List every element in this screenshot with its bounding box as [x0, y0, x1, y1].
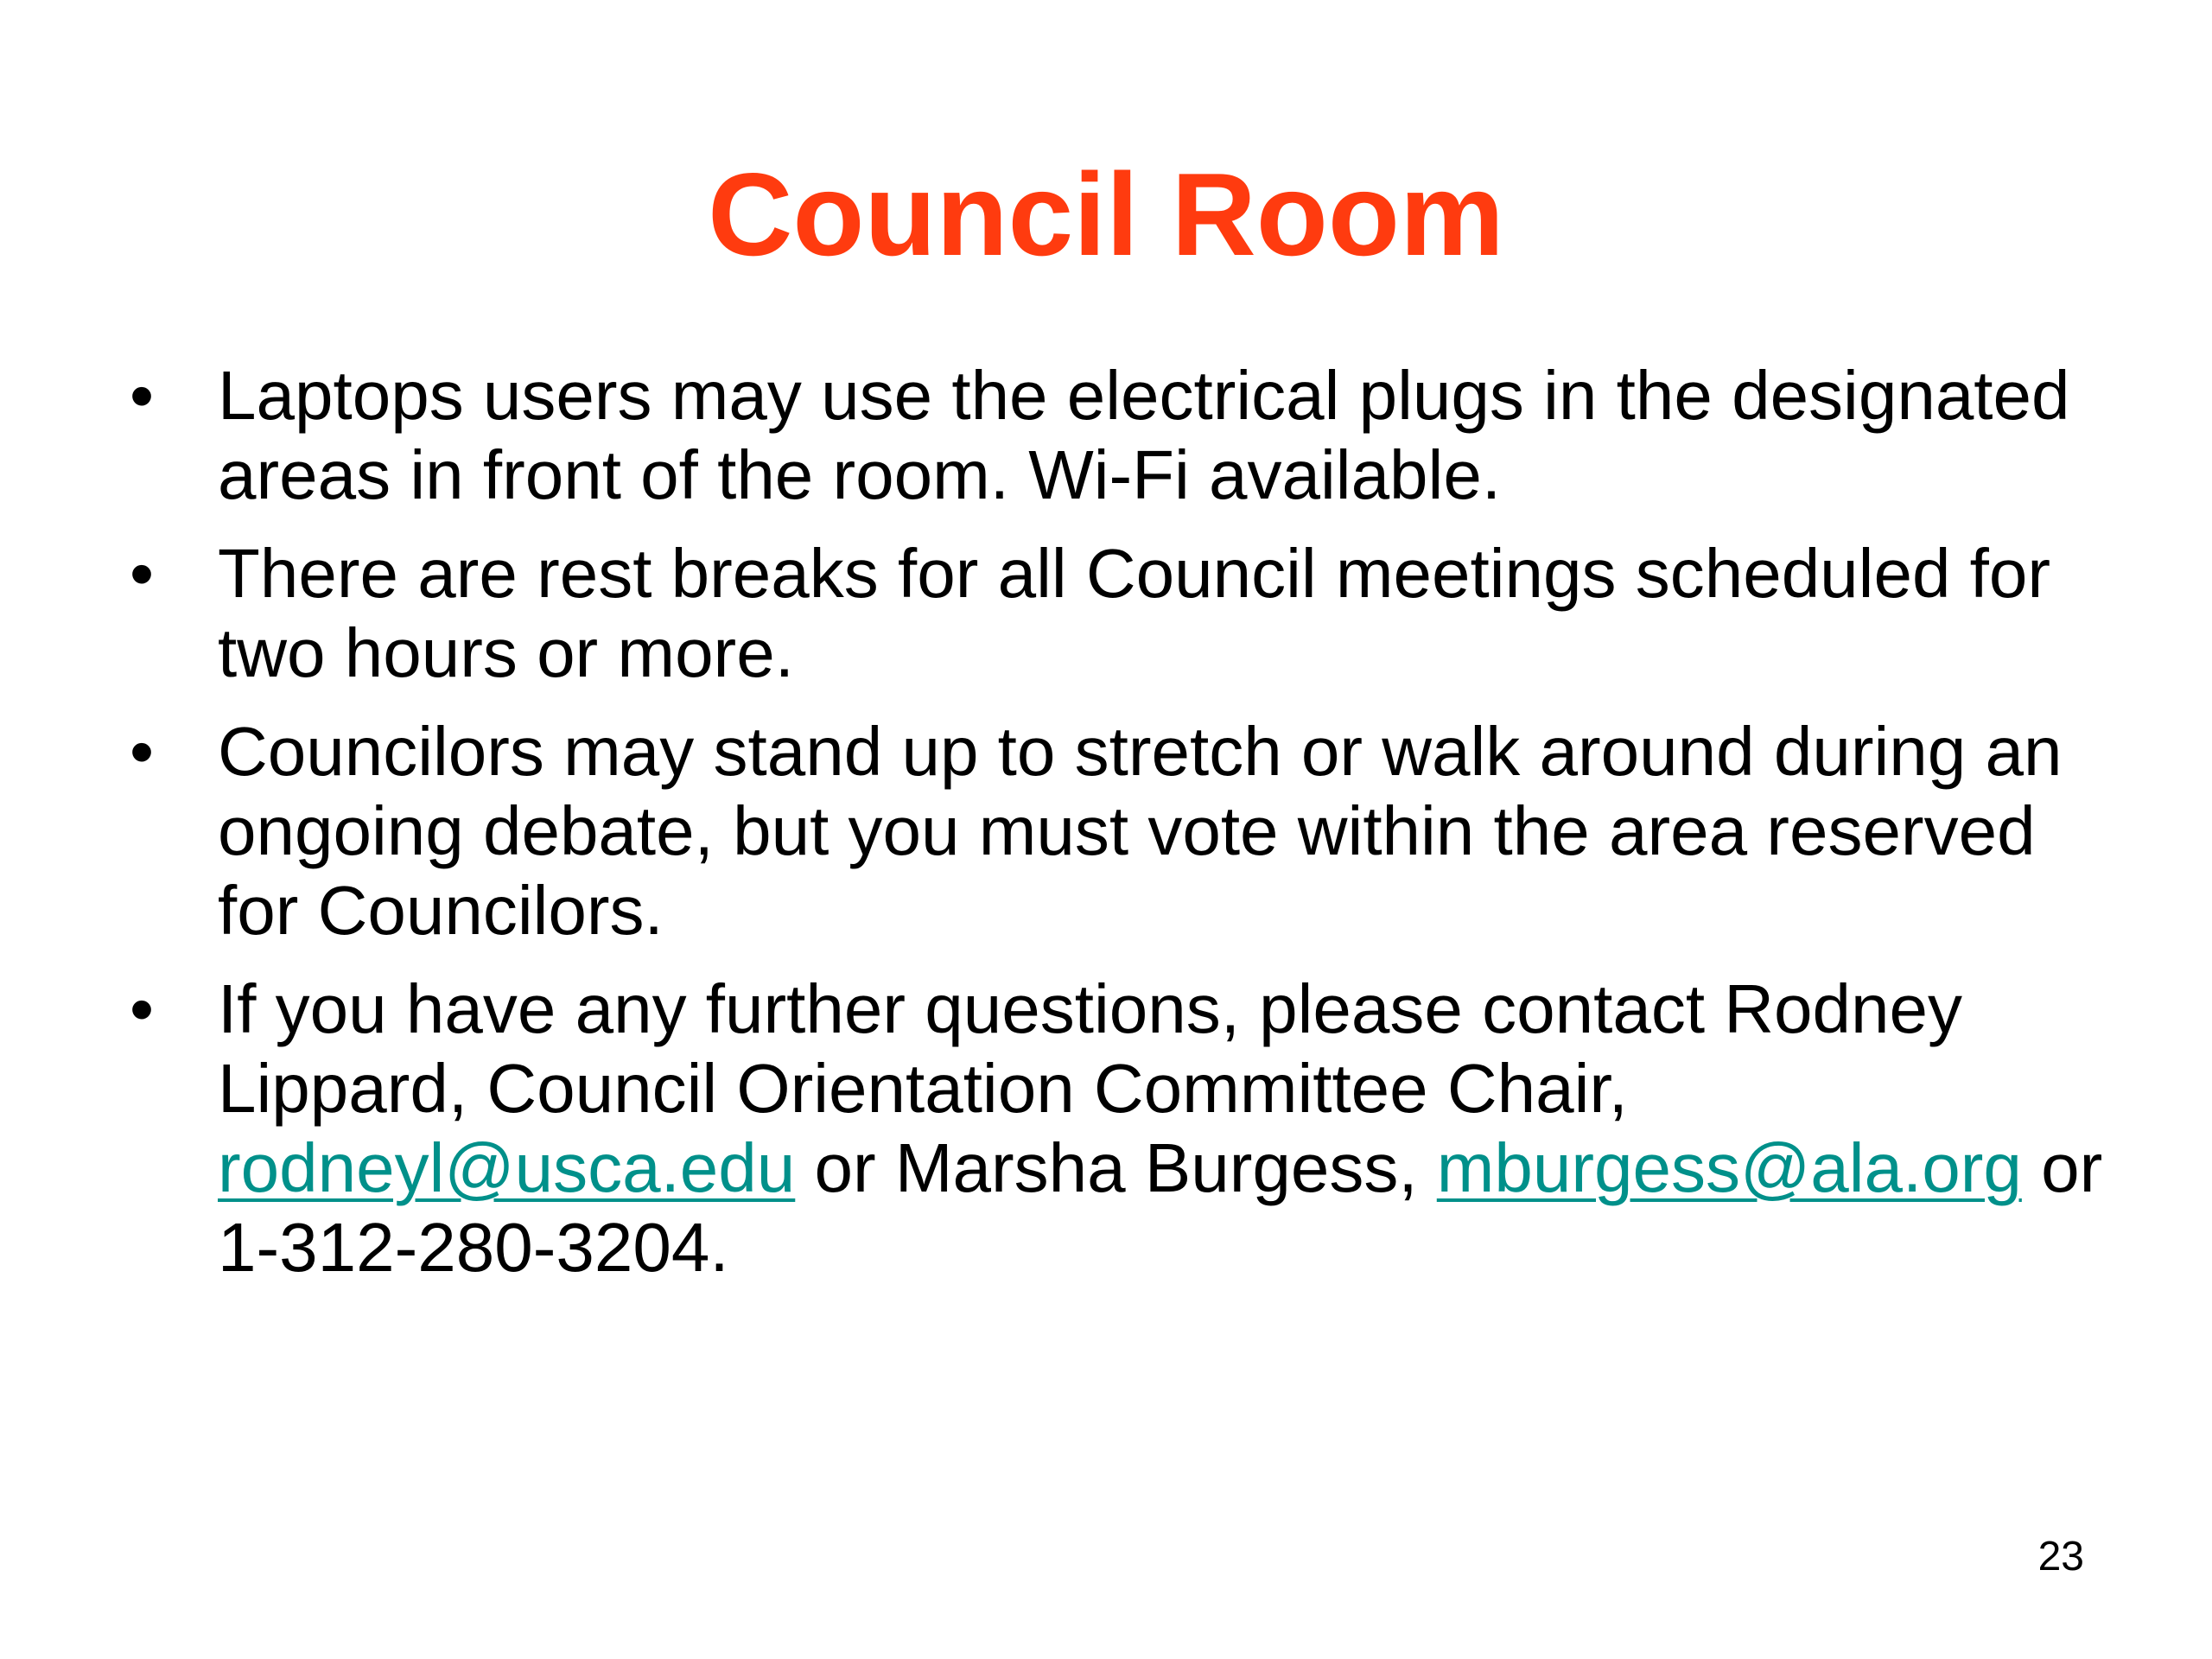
page-number: 23	[2037, 1534, 2084, 1580]
bullet-item-councilors	[130, 712, 2117, 950]
bullet-text: Laptops users may use the electrical plugs in the designated areas in front of the room. Wi-Fi available.	[218, 357, 2070, 513]
bullet-list	[130, 356, 2117, 1306]
bullet-icon: •	[130, 357, 155, 434]
bullet-text: Councilors may stand up to stretch or walk around during an ongoing debate, but you must vote within the area reserved for Councilors.	[218, 713, 2063, 949]
bullet-text-before: If you have any further questions, please contact Rodney Lippard, Council Orientation Committee Chair,	[218, 970, 1963, 1127]
bullet-item-laptops	[130, 356, 2117, 515]
bullet-text-middle: or Marsha Burgess,	[795, 1129, 1437, 1206]
email-link-rodney[interactable]: rodneyl@usca.edu	[218, 1129, 796, 1206]
bullet-item-rest-breaks	[130, 534, 2117, 693]
bullet-text-after: or 1-312-280-3204.	[218, 1129, 2103, 1286]
bullet-text: There are rest breaks for all Council meetings scheduled for two hours or more.	[218, 535, 2051, 691]
bullet-item-contact	[130, 969, 2117, 1287]
bullet-icon: •	[130, 970, 155, 1047]
email-link-marsha[interactable]: mburgess@ala.org	[1436, 1129, 2022, 1206]
bullet-icon: •	[130, 713, 155, 790]
slide-title: Council Room	[708, 149, 1504, 280]
bullet-icon: •	[130, 535, 155, 612]
